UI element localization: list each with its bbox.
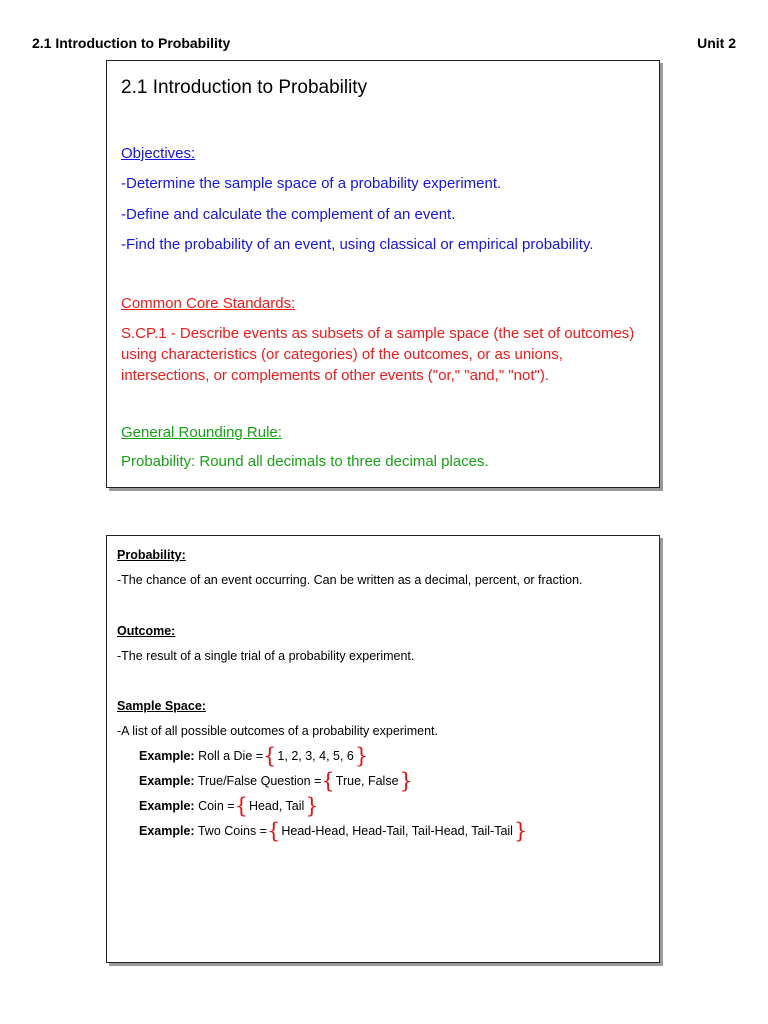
example-text: Roll a Die = bbox=[198, 749, 264, 763]
example-text: True/False Question = bbox=[197, 774, 322, 788]
example-label: Example: bbox=[139, 799, 195, 813]
rounding-text: Probability: Round all decimals to three decimal places. bbox=[121, 453, 489, 470]
sample-space-definition: -A list of all possible outcomes of a probability experiment. bbox=[117, 724, 438, 738]
rounding-heading: General Rounding Rule: bbox=[121, 424, 282, 441]
example-label: Example: bbox=[139, 774, 195, 788]
open-brace: { bbox=[234, 794, 248, 818]
slide-objectives bbox=[106, 60, 660, 488]
open-brace: { bbox=[266, 819, 281, 843]
page-header-unit: Unit 2 bbox=[697, 35, 736, 51]
example-set: Head, Tail bbox=[248, 799, 305, 813]
example-label: Example: bbox=[139, 824, 195, 838]
example-set: 1, 2, 3, 4, 5, 6 bbox=[277, 749, 354, 763]
close-brace: } bbox=[354, 744, 369, 768]
objectives-heading: Objectives: bbox=[121, 145, 196, 162]
example-die bbox=[139, 744, 369, 768]
example-set: Head-Head, Head-Tail, Tail-Head, Tail-Tail bbox=[281, 824, 513, 838]
objective-item: -Define and calculate the complement of an event. bbox=[121, 206, 456, 223]
open-brace: { bbox=[263, 744, 277, 768]
outcome-definition: -The result of a single trial of a probability experiment. bbox=[117, 649, 415, 663]
example-coin bbox=[139, 794, 319, 818]
probability-definition: -The chance of an event occurring. Can be written as a decimal, percent, or fraction. bbox=[117, 573, 583, 587]
page-header-title: 2.1 Introduction to Probability bbox=[32, 35, 231, 51]
probability-heading: Probability: bbox=[117, 548, 186, 562]
close-brace: } bbox=[305, 794, 319, 818]
slide-title: 2.1 Introduction to Probability bbox=[121, 77, 368, 98]
standards-heading: Common Core Standards: bbox=[121, 295, 296, 312]
example-set: True, False bbox=[335, 774, 399, 788]
example-text: Coin = bbox=[198, 799, 235, 813]
slide-definitions bbox=[106, 535, 660, 963]
example-text: Two Coins = bbox=[197, 824, 267, 838]
close-brace: } bbox=[513, 819, 528, 843]
example-label: Example: bbox=[139, 749, 195, 763]
close-brace: } bbox=[399, 769, 413, 793]
sample-space-heading: Sample Space: bbox=[117, 699, 206, 713]
example-true-false bbox=[139, 769, 413, 793]
example-two-coins bbox=[139, 819, 528, 843]
outcome-heading: Outcome: bbox=[117, 624, 176, 638]
objective-item: -Find the probability of an event, using classical or empirical probability. bbox=[121, 236, 594, 253]
objective-item: -Determine the sample space of a probability experiment. bbox=[121, 175, 502, 192]
open-brace: { bbox=[321, 769, 335, 793]
standards-text: S.CP.1 - Describe events as subsets of a sample space (the set of outcomes) using characteristics (or categories) of the outcomes, or as unions, intersections, or complements of other events ("or," "and," "not"). bbox=[121, 325, 635, 384]
